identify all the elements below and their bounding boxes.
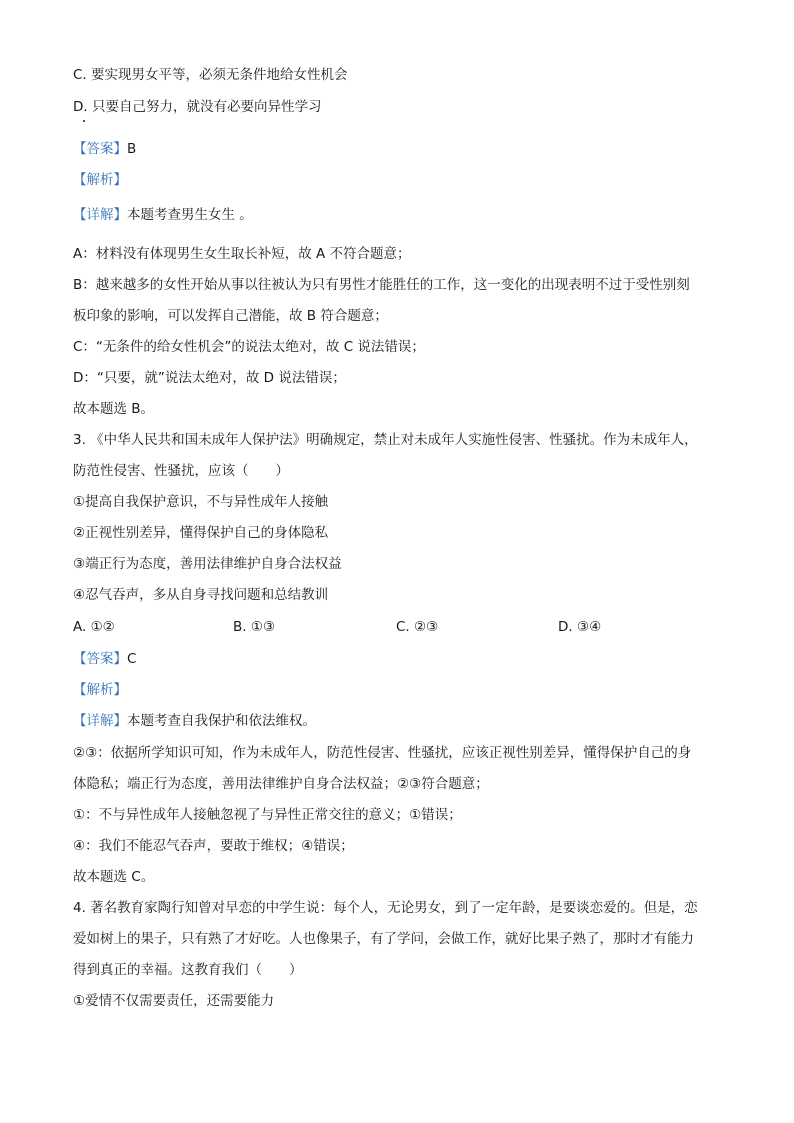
q2-answer — [73, 140, 136, 158]
q3-line-1: ②③：依据所学知识可知，作为未成年人，防范性侵害、性骚扰，应该正视性别差异，懂得保护自己的身 — [73, 745, 692, 761]
q3-detail — [73, 712, 316, 730]
detail-tag: 【详解】 — [73, 713, 127, 729]
q3-option-a: A. ①② — [73, 619, 115, 635]
stray-dot — [83, 120, 85, 122]
q2-line-c: C：“无条件的给女性机会”的说法太绝对，故 C 说法错误； — [73, 339, 425, 355]
q2-line-d: D：“只要，就”说法太绝对，故 D 说法错误； — [73, 370, 346, 386]
q3-conclusion: 故本题选 C。 — [73, 869, 155, 885]
q3-item-3: ③端正行为态度，善用法律维护自身合法权益 — [73, 556, 342, 572]
q2-detail — [73, 206, 253, 224]
prev-option-c: C. 要实现男女平等，必须无条件地给女性机会 — [73, 67, 348, 83]
q2-analysis-tag: 【解析】 — [73, 172, 127, 188]
q3-option-b: B. ①③ — [233, 619, 276, 635]
q2-conclusion: 故本题选 B。 — [73, 401, 155, 417]
answer-value: C — [127, 651, 137, 667]
q3-answer — [73, 650, 136, 668]
q3-stem-line-1: 3. 《中华人民共和国未成年人保护法》明确规定，禁止对未成年人实施性侵害、性骚扰。作为未成年人， — [73, 432, 698, 448]
q3-item-4: ④忍气吞声，多从自身寻找问题和总结教训 — [73, 587, 329, 603]
q3-option-d: D. ③④ — [558, 619, 602, 635]
answer-value: B — [127, 141, 137, 157]
answer-tag: 【答案】 — [73, 651, 127, 667]
q4-stem-line-1: 4. 著名教育家陶行知曾对早恋的中学生说：每个人，无论男女，到了一定年龄，是要谈恋爱的。但是，恋 — [73, 900, 698, 916]
q3-line-2: 体隐私；端正行为态度，善用法律维护自身合法权益；②③符合题意； — [73, 776, 489, 792]
prev-option-d: D. 只要自己努力，就没有必要向异性学习 — [73, 99, 322, 115]
detail-tag: 【详解】 — [73, 207, 127, 223]
q4-stem-line-3: 得到真正的幸福。这教育我们（ ） — [73, 962, 303, 978]
q3-item-1: ①提高自我保护意识，不与异性成年人接触 — [73, 494, 329, 510]
q4-item-1: ①爱情不仅需要责任，还需要能力 — [73, 993, 275, 1009]
answer-tag: 【答案】 — [73, 141, 127, 157]
detail-text: 本题考查男生女生 。 — [127, 207, 253, 223]
q3-option-c: C. ②③ — [396, 619, 439, 635]
q3-item-2: ②正视性别差异，懂得保护自己的身体隐私 — [73, 525, 329, 541]
q3-analysis-tag: 【解析】 — [73, 682, 127, 698]
q2-line-a: A：材料没有体现男生女生取长补短，故 A 不符合题意； — [73, 246, 411, 262]
q3-line-4: ④：我们不能忍气吞声，要敢于维权；④错误； — [73, 838, 354, 854]
detail-text: 本题考查自我保护和依法维权。 — [127, 713, 316, 729]
q2-line-b-cont: 板印象的影响，可以发挥自己潜能，故 B 符合题意； — [73, 308, 388, 324]
q2-line-b: B：越来越多的女性开始从事以往被认为只有男性才能胜任的工作，这一变化的出现表明不过于受性别刻 — [73, 277, 690, 293]
q4-stem-line-2: 爱如树上的果子，只有熟了才好吃。人也像果子，有了学问，会做工作，就好比果子熟了，那时才有能力 — [73, 931, 694, 947]
q3-stem-line-2: 防范性侵害、性骚扰，应该（ ） — [73, 463, 289, 479]
q3-line-3: ①：不与异性成年人接触忽视了与异性正常交往的意义；①错误； — [73, 807, 462, 823]
